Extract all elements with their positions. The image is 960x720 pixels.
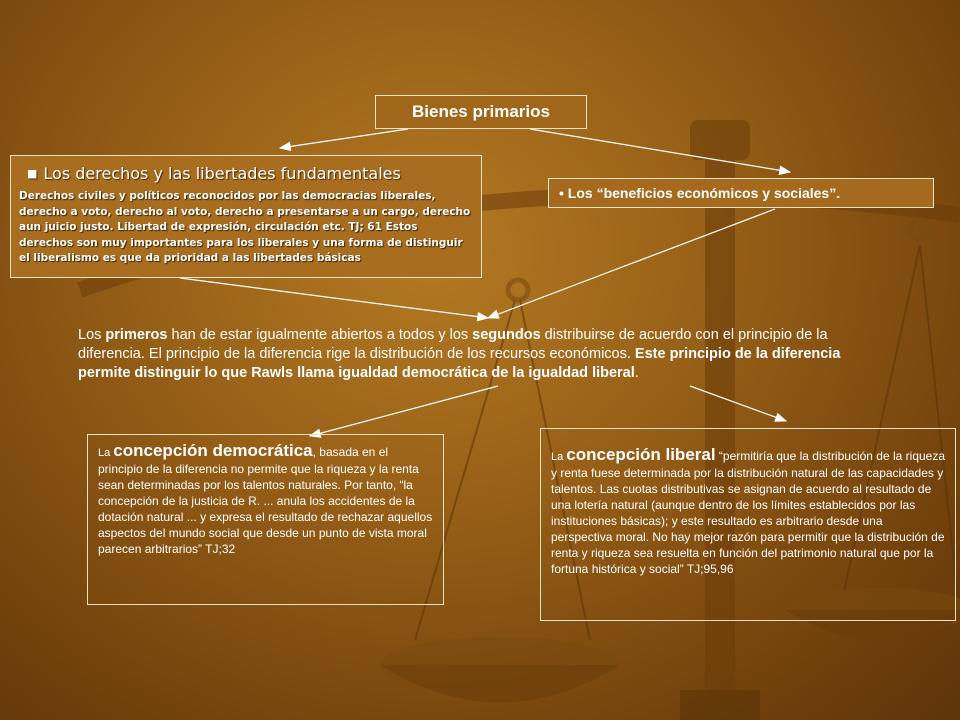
scale-base: [680, 690, 760, 720]
main-text-part: han de estar igualmente abiertos a todos y los: [167, 327, 473, 343]
liberal-term: concepción liberal: [566, 445, 716, 464]
scale-pillar-top: [690, 120, 750, 160]
main-text-bold: Este principio de la diferencia permite distinguir lo que Rawls llama igualdad democrática de la igualdad liberal: [78, 346, 841, 381]
benefits-box: [548, 178, 934, 208]
scale-hook-right: [910, 220, 930, 240]
democratic-prefix: La: [98, 447, 114, 459]
main-text-bold: primeros: [105, 327, 168, 343]
scale-hook-left: [508, 280, 528, 300]
rights-heading-text: Los derechos y las libertades fundamentales: [43, 164, 401, 183]
rights-heading: [27, 164, 473, 183]
liberal-prefix: La: [551, 451, 567, 463]
democratic-conception-box: [87, 434, 444, 605]
democratic-text: , basada en el principio de la diferencia no permite que la riqueza y la renta sean determinadas por los talentos naturales. Por tanto, “la concepción de la justicia de R. ... anula los accidentes de la dotación natural ... y expresa el resultado de rechazar aquellos aspectos del mundo social que desde un punto de vista moral parecen arbitrarios” TJ;32: [98, 445, 433, 556]
liberal-text: “permitiría que la distribución de la riqueza y renta fuese determinada por la distribución natural de las capacidades y talentos. Las cuotas distributivas se asignan de acuerdo al resultado de una lotería natural (aunque dentro de los límites establecidos por las instituciones básicas); y este resultado es arbitrario desde una perspectiva moral. No hay mejor razón para permitir que la distribución de renta y riqueza sea resuelta en función del patrimonio natural que por la fortuna histórica y social” TJ;95,96: [551, 449, 946, 576]
liberal-conception-box: [540, 428, 956, 621]
benefits-text: • Los “beneficios económicos y sociales”.: [559, 185, 841, 201]
main-text-part: Los: [78, 327, 106, 343]
primary-goods-title: [375, 95, 587, 129]
difference-principle-paragraph: [78, 326, 888, 383]
main-text-part: .: [634, 365, 639, 381]
main-text-bold: segundos: [472, 327, 541, 343]
primary-goods-title-text: Bienes primarios: [412, 102, 550, 121]
square-bullet-icon: ■: [27, 167, 38, 180]
rights-body-text: Derechos civiles y políticos reconocidos por las democracias liberales, derecho a voto, derecho al voto, derecho a presentarse a un cargo, derecho aun juicio justo. Libertad de expresión, circulación etc. TJ; 61 Estos derechos son muy importantes para los liberales y una forma de distinguir el liberalismo es que da prioridad a las libertades básicas: [19, 190, 471, 264]
democratic-term: concepción democrática: [113, 441, 313, 460]
rights-liberties-box: [10, 155, 482, 278]
main-text-part: distribuirse de acuerdo con el principio de la diferencia. El principio de la diferencia rige la distribución de los recursos económicos.: [78, 327, 828, 362]
